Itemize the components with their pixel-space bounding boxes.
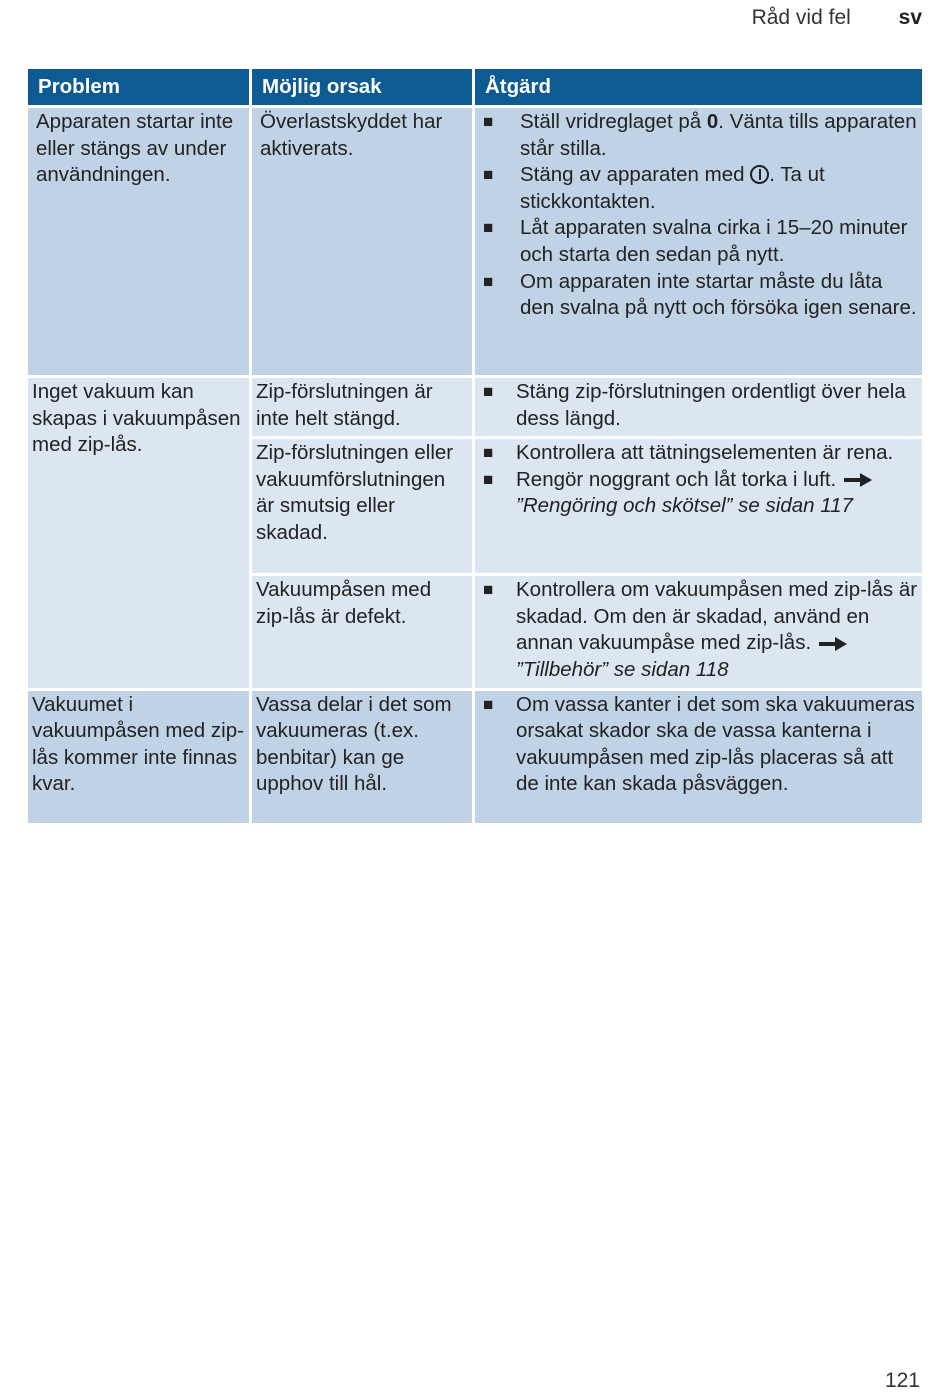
action-item: ■ Om apparaten inte startar måste du låta den svalna på nytt och försöka igen senare. bbox=[483, 269, 917, 320]
square-bullet-icon: ■ bbox=[483, 469, 494, 489]
table-header-row bbox=[28, 69, 922, 108]
language-code: sv bbox=[898, 6, 922, 29]
action-list bbox=[479, 109, 918, 322]
square-bullet-icon: ■ bbox=[483, 694, 494, 714]
action-item: ■ Stäng av apparaten med . Ta ut stickkontakten. bbox=[483, 163, 825, 213]
square-bullet-icon: ■ bbox=[483, 112, 494, 131]
action-cell bbox=[475, 108, 922, 378]
table-row bbox=[28, 378, 922, 439]
problem-cell: Apparaten startar inte eller stängs av under användningen. bbox=[28, 108, 252, 378]
action-item: ■ Stäng zip-förslutningen ordentligt över hela dess längd. bbox=[483, 380, 906, 430]
column-header-action: Åtgärd bbox=[475, 69, 922, 108]
action-item: ■ Om vassa kanter i det som ska vakuumeras orsakat skador ska de vassa kanterna i vakuumpåsen med zip-lås placeras så att de inte kan skada påsväggen. bbox=[483, 692, 915, 796]
action-cell bbox=[475, 439, 922, 576]
page-number: 121 bbox=[884, 1369, 920, 1392]
table-row bbox=[28, 108, 922, 378]
arrow-right-icon bbox=[819, 637, 847, 651]
action-cell bbox=[475, 378, 922, 439]
cause-cell: Vakuumpåsen med zip-lås är defekt. bbox=[252, 576, 475, 690]
action-item: ■ Kontrollera om vakuumpåsen med zip-lås är skadad. Om den är skadad, använd en annan vakuumpåse med zip-lås. ”Tillbehör” se sidan 118 bbox=[483, 578, 918, 681]
action-list bbox=[479, 692, 918, 798]
action-list bbox=[479, 577, 918, 683]
action-list bbox=[479, 440, 918, 520]
square-bullet-icon: ■ bbox=[483, 580, 494, 600]
action-cell bbox=[475, 691, 922, 826]
square-bullet-icon: ■ bbox=[483, 165, 494, 185]
cause-cell: Zip-förslutningen eller vakuumförslutningen är smutsig eller skadad. bbox=[252, 439, 475, 576]
square-bullet-icon: ■ bbox=[483, 271, 494, 291]
action-item: ■ Kontrollera att tätningselementen är rena. bbox=[479, 440, 918, 467]
troubleshooting-table bbox=[28, 69, 922, 826]
problem-cell: Vakuumet i vakuumpåsen med zip-lås kommer inte finnas kvar. bbox=[28, 691, 252, 826]
action-list bbox=[479, 379, 918, 432]
dial-position-value: 0 bbox=[706, 110, 719, 133]
action-item: ■ Rengör noggrant och låt torka i luft. ”Rengöring och skötsel” se sidan 117 bbox=[479, 467, 918, 520]
cause-cell: Zip-förslutningen är inte helt stängd. bbox=[252, 378, 475, 439]
page-reference-link[interactable]: ”Tillbehör” se sidan 118 bbox=[516, 657, 729, 681]
square-bullet-icon: ■ bbox=[483, 382, 494, 401]
section-title: Råd vid fel bbox=[751, 6, 851, 29]
cause-cell: Vassa delar i det som vakuumeras (t.ex. benbitar) kan ge upphov till hål. bbox=[252, 691, 475, 826]
column-header-problem: Problem bbox=[28, 69, 252, 108]
arrow-right-icon bbox=[844, 473, 872, 487]
page-header bbox=[752, 6, 922, 30]
column-header-cause: Möjlig orsak bbox=[252, 69, 475, 108]
action-cell bbox=[475, 576, 922, 690]
table-row bbox=[28, 691, 922, 826]
page-reference-link[interactable]: ”Rengöring och skötsel” se sidan 117 bbox=[516, 494, 853, 518]
action-item: ■ Ställ vridreglaget på 0. Vänta tills apparaten står stilla. bbox=[483, 110, 917, 160]
action-item: ■ Låt apparaten svalna cirka i 15–20 minuter och starta den sedan på nytt. bbox=[483, 216, 908, 266]
problem-cell: Inget vakuum kan skapas i vakuumpåsen med zip-lås. bbox=[28, 378, 252, 691]
power-off-circle-icon bbox=[750, 165, 769, 184]
cause-cell: Överlastskyddet har aktiverats. bbox=[252, 108, 475, 378]
square-bullet-icon: ■ bbox=[483, 443, 494, 463]
square-bullet-icon: ■ bbox=[483, 218, 494, 238]
